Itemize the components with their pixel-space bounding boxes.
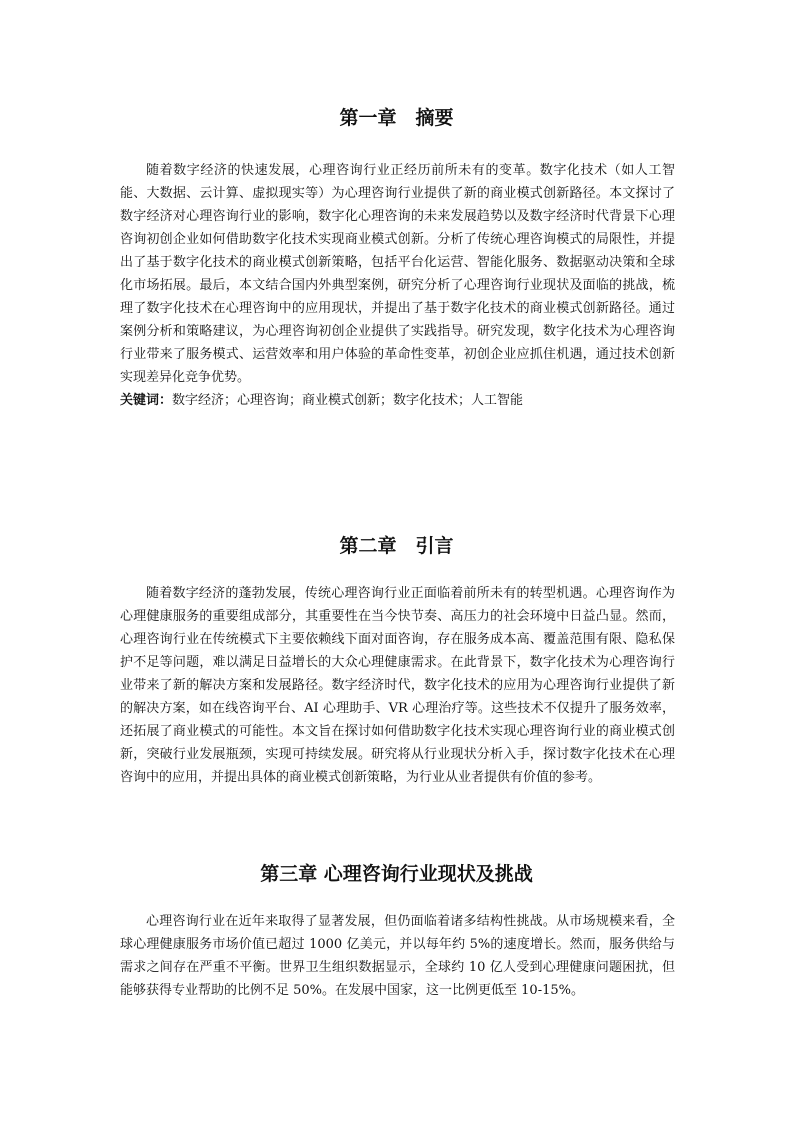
keywords-line [120, 389, 675, 412]
chapter-3-paragraph: 心理咨询行业在近年来取得了显著发展，但仍面临着诸多结构性挑战。从市场规模来看，全球心理健康服务市场价值已超过 1000 亿美元，并以每年约 5%的速度增长。然而，服务供给与需求之间存在严重不平衡。世界卫生组织数据显示，全球约 10 亿人受到心理健康问题困扰，但能够获得专业帮助的比例不足 50%。在发展中国家，这一比例更低至 10-15%。 [120, 914, 675, 998]
keywords-label: 关键词： [120, 393, 173, 408]
chapter-1-paragraph: 随着数字经济的快速发展，心理咨询行业正经历前所未有的变革。数字化技术（如人工智能、大数据、云计算、虚拟现实等）为心理咨询行业提供了新的商业模式创新路径。本文探讨了数字经济对心理咨询行业的影响，数字化心理咨询的未来发展趋势以及数字经济时代背景下心理咨询初创企业如何借助数字化技术实现商业模式创新。分析了传统心理咨询模式的局限性，并提出了基于数字化技术的商业模式创新策略，包括平台化运营、智能化服务、数据驱动决策和全球化市场拓展。最后，本文结合国内外典型案例，研究分析了心理咨询行业现状及面临的挑战，梳理了数字化技术在心理咨询中的应用现状，并提出了基于数字化技术的商业模式创新路径。通过案例分析和策略建议，为心理咨询初创企业提供了实践指导。研究发现，数字化技术为心理咨询行业带来了服务模式、运营效率和用户体验的革命性变革，初创企业应抓住机遇，通过技术创新实现差异化竞争优势。 [120, 163, 675, 385]
chapter-1-title: 第一章 摘要 [339, 107, 454, 129]
keywords-text: 数字经济；心理咨询；商业模式创新；数字化技术；人工智能 [172, 393, 524, 408]
chapter-3-title: 第三章 心理咨询行业现状及挑战 [260, 863, 533, 885]
chapter-2-paragraph: 随着数字经济的蓬勃发展，传统心理咨询行业正面临着前所未有的转型机遇。心理咨询作为心理健康服务的重要组成部分，其重要性在当今快节奏、高压力的社会环境中日益凸显。然而，心理咨询行业在传统模式下主要依赖线下面对面咨询，存在服务成本高、覆盖范围有限、隐私保护不足等问题，难以满足日益增长的大众心理健康需求。在此背景下，数字化技术为心理咨询行业带来了新的解决方案和发展路径。数字经济时代，数字化技术的应用为心理咨询行业提供了新的解决方案，如在线咨询平台、AI 心理助手、VR 心理治疗等。这些技术不仅提升了服务效率，还拓展了商业模式的可能性。本文旨在探讨如何借助数字化技术实现心理咨询行业的商业模式创新，突破行业发展瓶颈，实现可持续发展。研究将从行业现状分析入手，探讨数字化技术在心理咨询中的应用，并提出具体的商业模式创新策略，为行业从业者提供有价值的参考。 [120, 586, 675, 785]
chapter-2-title: 第二章 引言 [339, 535, 454, 557]
